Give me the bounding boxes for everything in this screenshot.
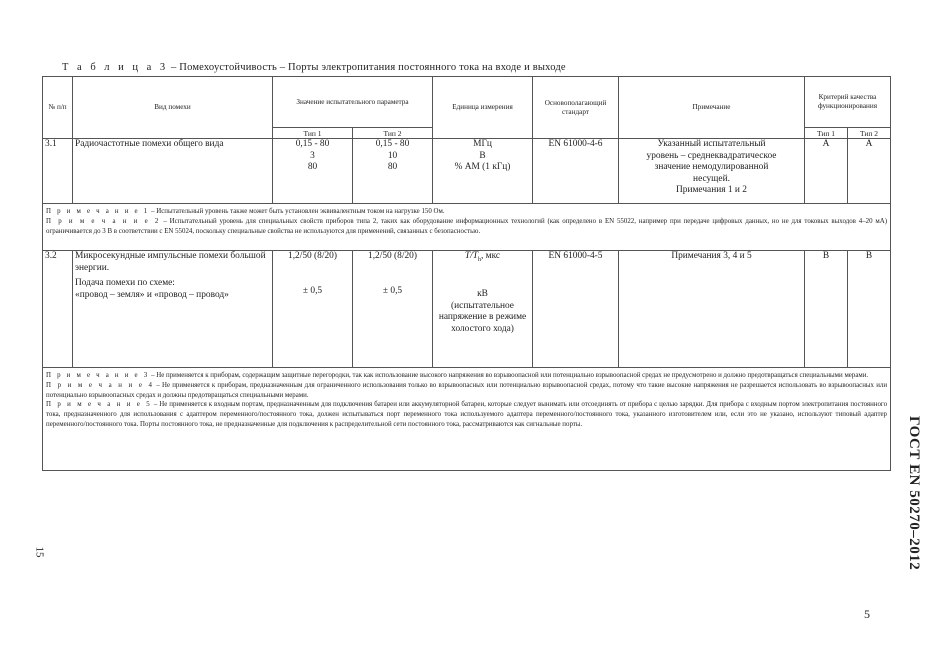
header-type2: Тип 2	[353, 128, 433, 139]
caption-prefix: Т а б л и ц а 3	[62, 62, 169, 73]
row-crit1: A	[805, 139, 848, 204]
notes-cell	[43, 204, 891, 251]
row-num: 3.1	[43, 139, 73, 204]
header-row	[43, 77, 891, 128]
table-row	[43, 251, 891, 368]
note-item	[46, 400, 887, 429]
remark-line: несущей.	[693, 173, 730, 184]
note-label: П р и м е ч а н и е 1	[46, 208, 150, 215]
standard-code: ГОСТ EN 50270–2012	[906, 416, 922, 571]
row-remark: Примечания 3, 4 и 5	[619, 251, 805, 368]
remark-line: уровень – среднеквадратическое	[646, 150, 777, 161]
value: 80	[307, 162, 318, 172]
header-crit-type1: Тип 1	[805, 128, 848, 139]
value: 80	[387, 162, 398, 172]
header-unit: Единица измерения	[433, 77, 533, 139]
page-number-right: 5	[864, 607, 870, 621]
row-standard: EN 61000-4-6	[533, 139, 619, 204]
note-item	[46, 217, 887, 237]
value: 10	[387, 150, 398, 161]
notes-cell	[43, 368, 891, 471]
notes-row	[43, 368, 891, 471]
immunity-table-wrapper	[42, 76, 890, 471]
notes-row	[43, 204, 891, 251]
header-num: № п/п	[43, 77, 73, 139]
row-type2-values	[353, 251, 433, 368]
value: 0,15 - 80	[295, 139, 330, 149]
unit-line	[435, 251, 530, 266]
caption-text: – Помехоустойчивость – Порты электропитания постоянного тока на входе и выходе	[168, 62, 566, 73]
note-label: П р и м е ч а н и е 3	[46, 372, 150, 379]
remark-line: Указанный испытательный	[657, 139, 766, 149]
row-unit	[433, 251, 533, 368]
unit-line: МГц	[473, 139, 492, 149]
immunity-table	[42, 76, 891, 471]
row-type1-values	[273, 251, 353, 368]
page-number-left: 15	[33, 546, 46, 558]
value: 1,2/50 (8/20)	[368, 251, 417, 261]
unit-line: (испытательное напряжение в режиме холостого хода)	[438, 300, 527, 334]
remark-line: Примечания 1 и 2	[676, 185, 747, 195]
note-text: – Не применяется к приборам, предназначенным для ограниченного использования только во взрывоопасных или потенциально взрывоопасной средах, потому что такие высокие напряжения не разрешается использовать во взрывоопасных или потенциально взрывоопасных средах и должны предотвращаться специальными мерами.	[46, 381, 888, 399]
table-row	[43, 139, 891, 204]
row-kind	[73, 251, 273, 368]
header-criterion: Критерий качества функционирования	[805, 77, 891, 128]
row-type1-values	[273, 139, 353, 204]
value: 3	[310, 150, 315, 161]
row-crit1: B	[805, 251, 848, 368]
kind-line: Микросекундные импульсные помехи большой энергии.	[75, 251, 266, 273]
value: 1,2/50 (8/20)	[288, 251, 337, 261]
kind-line: «провод – земля» и «провод – провод»	[75, 289, 229, 300]
remark-line: значение немодулированной	[654, 162, 769, 172]
value: 0,15 - 80	[375, 139, 410, 149]
note-text: – Не применяется к приборам, содержащим защитные перегородки, так как использование высокого напряжения во взрывоопасной или потенциально взрывоопасной средах не предусмотрено и должно предотвращаться специальными мерами.	[149, 372, 869, 379]
unit-rest: , мкс	[480, 251, 501, 261]
value: ± 0,5	[302, 285, 323, 296]
note-text: – Не применяется к входным портам, предназначенным для подключения батареи или аккумуляторной батареи, которые следует вынимать или отсоединять от прибора с целью зарядки. Для прибора с входным портом электропитания постоянного тока, предназначенного для использования с адаптером переменного/постоянного тока, должен испытываться порт переменного тока используемого адаптера переменного/постоянного тока, указанного изготовителем или, если это не указано, используют типовый адаптер переменного/постоянного тока. Порты постоянного тока, не предназначенные для подключения к распределительной сети постоянного тока, рассматриваются как сигнальные порты.	[46, 401, 888, 428]
note-label: П р и м е ч а н и е 5	[46, 401, 152, 409]
kind-line: Подача помехи по схеме:	[75, 278, 175, 288]
row-kind: Радиочастотные помехи общего вида	[73, 139, 273, 204]
row-remark	[619, 139, 805, 204]
note-item	[46, 371, 887, 381]
table-caption	[62, 62, 782, 73]
header-type1: Тип 1	[273, 128, 353, 139]
note-label: П р и м е ч а н и е 4	[46, 381, 155, 389]
header-kind: Вид помехи	[73, 77, 273, 139]
header-remark: Примечание	[619, 77, 805, 139]
unit-line: % АМ (1 кГц)	[454, 162, 511, 172]
row-type2-values	[353, 139, 433, 204]
unit-line: В	[479, 150, 486, 161]
note-label: П р и м е ч а н и е 2	[46, 217, 161, 225]
note-text: – Испытательный уровень для специальных свойств приборов типа 2, таких как оборудование информационных технологий (как определено в EN 55022, например при передаче цифровых данных, но не для токовых выходов 4–20 мА) ограничивается до 3 В в соответствии с EN 55024, поскольку специальные свойства не используются для применений, связанных с безопасностью.	[46, 217, 888, 235]
header-param: Значение испытательного параметра	[273, 77, 433, 128]
row-crit2: A	[848, 139, 891, 204]
row-standard: EN 61000-4-5	[533, 251, 619, 368]
note-text: – Испытательный уровень также может быть установлен эквивалентным током на нагрузке 150 Ом.	[149, 208, 445, 215]
note-item	[46, 381, 887, 401]
value: ± 0,5	[382, 285, 403, 296]
row-crit2: B	[848, 251, 891, 368]
header-crit-type2: Тип 2	[848, 128, 891, 139]
unit-subscript: h	[477, 256, 481, 263]
header-standard: Основополагающий стандарт	[533, 77, 619, 139]
note-item	[46, 207, 887, 217]
row-num: 3.2	[43, 251, 73, 368]
row-unit	[433, 139, 533, 204]
unit-symbol: T/T	[464, 251, 478, 261]
unit-line: кВ	[477, 289, 488, 300]
